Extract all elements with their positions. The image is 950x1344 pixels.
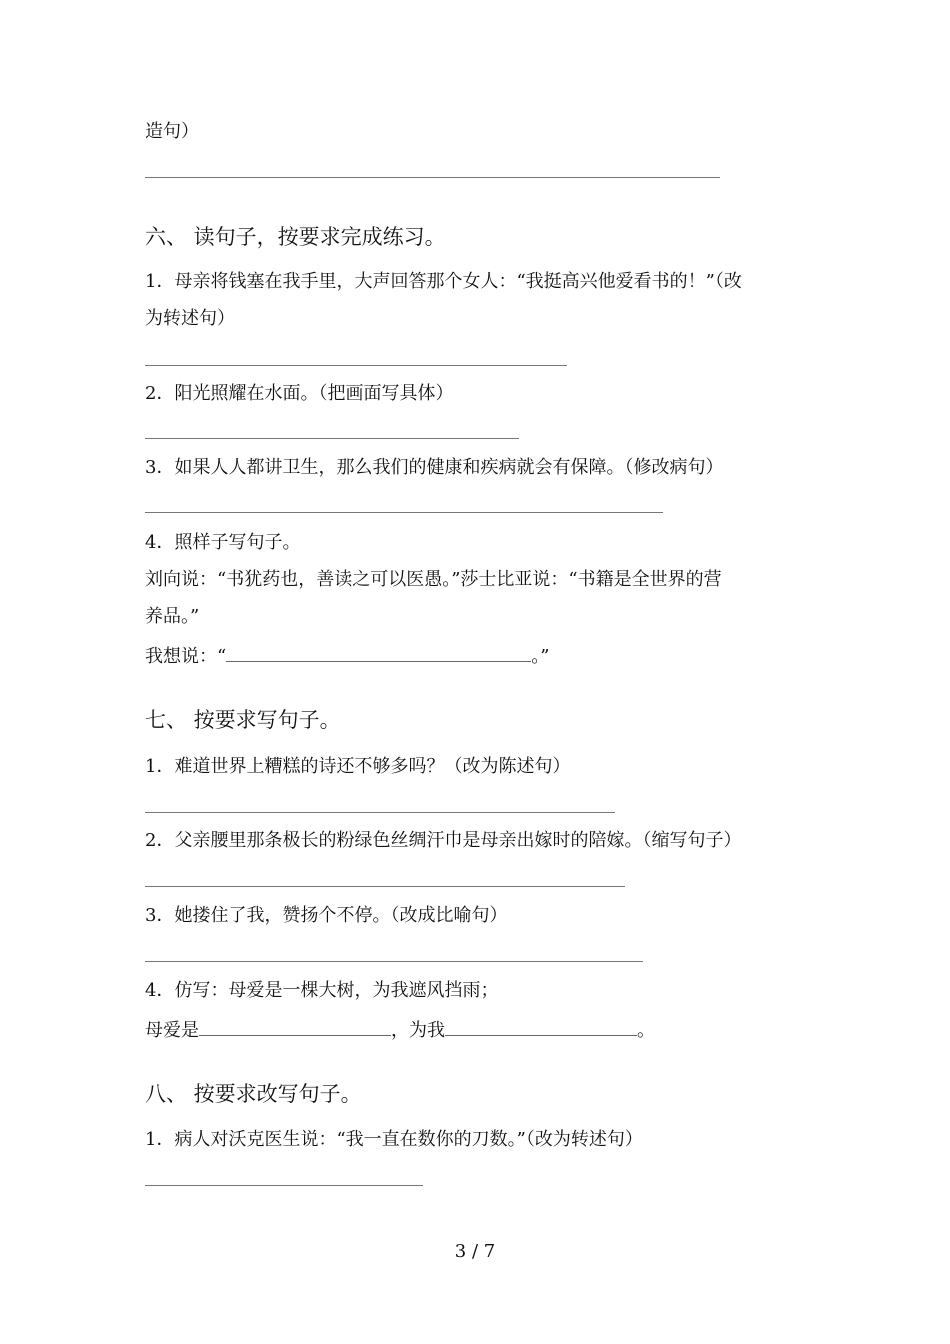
s7-q2: 2．父亲腰里那条极长的粉绿色丝绸汗巾是母亲出嫁时的陪嫁。（缩写句子）: [145, 830, 742, 851]
continuation-text: 造句）: [145, 121, 199, 142]
section-8-heading: 八、 按要求改写句子。: [145, 1082, 362, 1106]
s7-q2-answer-line[interactable]: [145, 886, 625, 887]
s6-q2: 2．阳光照耀在水面。（把画面写具体）: [145, 383, 454, 404]
section-7-heading: 七、 按要求写句子。: [145, 708, 341, 732]
s6-q4-prompt: [145, 643, 549, 669]
s6-q1-line2: 为转述句）: [145, 308, 235, 329]
s6-q2-answer-line[interactable]: [145, 438, 519, 439]
s6-q1-answer-line[interactable]: [145, 365, 567, 366]
s8-q1-answer-line[interactable]: [145, 1185, 423, 1186]
section-6-heading: 六、 读句子，按要求完成练习。: [145, 225, 446, 249]
s7-q3: 3．她搂住了我，赞扬个不停。（改成比喻句）: [145, 905, 508, 926]
s6-q4: 4．照样子写句子。: [145, 532, 301, 553]
s7-q4-fill: [145, 1017, 655, 1043]
s6-q3-answer-line[interactable]: [145, 512, 663, 513]
s7-q1: 1．难道世界上糟糕的诗还不够多吗？（改为陈述句）: [145, 756, 571, 777]
s7-q4-fill-prefix: 母爱是: [145, 1020, 199, 1041]
answer-line[interactable]: [145, 177, 720, 178]
s6-q4-example-line2: 养品。”: [145, 606, 200, 627]
s7-q4-fill-suffix: 。: [637, 1020, 655, 1041]
s6-q4-prompt-suffix: 。”: [531, 646, 550, 667]
s7-q4: 4．仿写：母爱是一棵大树，为我遮风挡雨；: [145, 980, 499, 1001]
s6-q4-example-line1: 刘向说：“书犹药也，善读之可以医愚。”莎士比亚说：“书籍是全世界的营: [145, 569, 722, 590]
s8-q1: 1．病人对沃克医生说：“我一直在数你的刀数。”（改为转述句）: [145, 1129, 643, 1150]
s7-q4-fill-middle: ，为我: [391, 1020, 445, 1041]
s7-q3-answer-line[interactable]: [145, 961, 643, 962]
s7-q4-fill-blank-1[interactable]: [199, 1017, 391, 1036]
s7-q4-fill-blank-2[interactable]: [445, 1017, 637, 1036]
s6-q3: 3．如果人人都讲卫生，那么我们的健康和疾病就会有保障。（修改病句）: [145, 457, 724, 478]
s7-q1-answer-line[interactable]: [145, 812, 615, 813]
s6-q1-line1: 1．母亲将钱塞在我手里，大声回答那个女人：“我挺高兴他爱看书的！”（改: [145, 271, 742, 292]
s6-q4-prompt-prefix: 我想说：“: [145, 646, 227, 667]
page-number: 3 / 7: [454, 1241, 496, 1262]
s6-q4-fill-blank[interactable]: [226, 643, 531, 662]
